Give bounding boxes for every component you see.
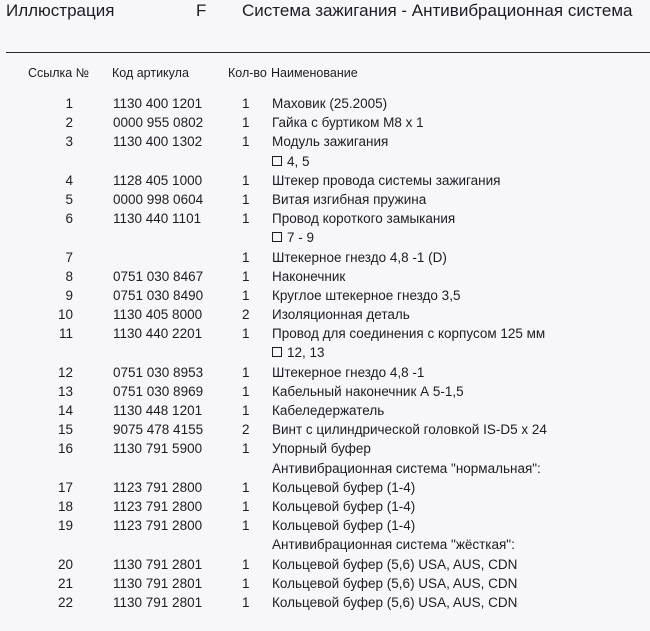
ref-cell: 8	[65, 268, 73, 284]
qty-cell: 1	[242, 326, 250, 342]
qty-cell: 2	[242, 307, 250, 323]
name-cell	[272, 401, 384, 420]
table-row	[0, 305, 650, 324]
name-text: Винт с цилиндрической головкой IS-D5 x 24	[272, 422, 547, 438]
code-cell: 0000 955 0802	[113, 115, 204, 131]
ref-cell: 6	[65, 211, 73, 227]
column-header-qty: Кол-во	[228, 66, 267, 80]
table-row	[0, 113, 650, 132]
name-text: Витая изгибная пружина	[272, 191, 427, 207]
table-row	[0, 401, 650, 420]
table-row	[0, 555, 650, 574]
code-cell: 1130 400 1201	[113, 96, 203, 111]
qty-cell: 1	[242, 575, 250, 591]
ref-cell: 3	[65, 134, 73, 150]
ref-cell: 14	[57, 403, 73, 418]
table-row	[0, 574, 650, 593]
ref-cell: 12	[57, 364, 73, 380]
name-text: Упорный буфер	[272, 441, 371, 457]
table-row	[0, 94, 650, 113]
name-text: Провод для соединения с корпусом 125 мм	[272, 326, 546, 342]
name-text: Кольцевой буфер (1-4)	[272, 518, 416, 534]
name-text: 7 - 9	[287, 230, 315, 246]
name-text: Кольцевой буфер (5,6) USA, AUS, CDN	[272, 575, 518, 591]
code-cell: 1123 791 2800	[113, 498, 203, 514]
ref-cell: 5	[65, 191, 73, 207]
code-cell: 0000 998 0604	[113, 191, 204, 207]
table-row	[0, 267, 650, 286]
name-cell	[272, 171, 500, 190]
table-row	[0, 363, 650, 382]
name-cell	[272, 132, 388, 151]
name-text: Круглое штекерное гнездо 3,5	[272, 287, 461, 303]
name-text: Антивибрационная система "нормальная":	[272, 460, 541, 476]
table-row	[0, 439, 650, 458]
ref-cell: 18	[57, 498, 73, 514]
name-text: Маховик (25.2005)	[272, 96, 388, 111]
table-row	[0, 593, 650, 612]
page-title: Система зажигания - Антивибрационная система	[242, 1, 633, 20]
code-cell: 1130 405 8000	[113, 307, 203, 323]
qty-cell: 1	[242, 172, 250, 188]
name-cell	[272, 382, 464, 401]
code-cell: 1130 791 2801	[113, 556, 203, 572]
qty-cell: 1	[242, 96, 250, 111]
code-cell: 1123 791 2800	[113, 479, 203, 495]
name-cell	[272, 305, 410, 324]
illustration-label: Иллюстрация	[6, 1, 115, 20]
name-cell	[272, 363, 424, 382]
table-row	[0, 478, 650, 497]
name-text: Наконечник	[272, 268, 346, 284]
table-row	[0, 535, 650, 554]
name-cell	[272, 228, 314, 247]
ref-cell: 19	[57, 518, 73, 534]
name-cell	[272, 439, 371, 458]
name-cell	[272, 535, 515, 554]
qty-cell: 1	[242, 518, 250, 534]
qty-cell: 1	[242, 249, 250, 265]
name-cell	[272, 113, 424, 132]
qty-cell: 1	[242, 268, 250, 284]
qty-cell: 1	[242, 134, 250, 150]
ref-cell: 21	[57, 575, 73, 591]
ref-cell: 15	[57, 422, 73, 438]
name-cell	[272, 209, 455, 228]
qty-cell: 1	[242, 556, 250, 572]
code-cell: 1130 791 5900	[113, 441, 203, 457]
qty-cell: 1	[242, 403, 250, 418]
name-cell	[272, 593, 517, 612]
qty-cell: 1	[242, 287, 250, 303]
name-text: Кабельный наконечник А 5-1,5	[272, 383, 464, 399]
table-row	[0, 324, 650, 343]
table-row	[0, 209, 650, 228]
code-cell: 1130 791 2801	[113, 575, 203, 591]
name-text: Изоляционная деталь	[272, 307, 410, 323]
ref-cell: 17	[57, 479, 73, 495]
table-row	[0, 382, 650, 401]
qty-cell: 1	[242, 383, 250, 399]
ref-cell: 22	[57, 594, 73, 610]
ref-cell: 4	[65, 172, 73, 188]
name-text: Кольцевой буфер (5,6) USA, AUS, CDN	[272, 556, 518, 572]
code-cell: 0751 030 8953	[113, 364, 204, 380]
qty-cell: 1	[242, 594, 250, 610]
code-cell: 9075 478 4155	[113, 422, 204, 438]
code-cell: 1130 791 2801	[113, 594, 203, 610]
code-cell: 0751 030 8467	[113, 268, 204, 284]
name-text: Гайка с буртиком M8 x 1	[272, 115, 424, 131]
name-cell	[272, 152, 310, 171]
ref-cell: 16	[57, 441, 73, 457]
qty-cell: 1	[242, 441, 250, 457]
name-text: Штекерное гнездо 4,8 -1	[272, 364, 425, 380]
table-row	[0, 190, 650, 209]
name-cell	[272, 267, 345, 286]
name-cell	[272, 286, 460, 305]
table-row	[0, 497, 650, 516]
name-cell	[272, 459, 541, 478]
name-text: Кольцевой буфер (1-4)	[272, 479, 416, 495]
column-header-ref: Ссылка №	[28, 66, 90, 80]
illustration-letter: F	[196, 1, 207, 20]
table-row	[0, 171, 650, 190]
name-text: Кабеледержатель	[272, 403, 385, 418]
header-divider	[6, 52, 650, 53]
code-cell: 1128 405 1000	[113, 172, 203, 188]
qty-cell: 1	[242, 211, 250, 227]
name-cell	[272, 324, 545, 343]
ref-cell: 11	[58, 326, 73, 342]
table-row	[0, 248, 650, 267]
qty-cell: 1	[242, 364, 250, 380]
name-cell	[272, 555, 517, 574]
ref-cell: 20	[57, 556, 73, 572]
table-row	[0, 343, 650, 362]
name-text: Антивибрационная система "жёсткая":	[272, 537, 515, 553]
name-text: Кольцевой буфер (1-4)	[272, 498, 416, 514]
ref-cell: 2	[65, 115, 73, 131]
code-cell: 1130 440 1101	[113, 211, 202, 227]
table-row	[0, 228, 650, 247]
name-text: 12, 13	[287, 345, 325, 361]
parts-table	[0, 94, 650, 612]
code-cell: 1130 448 1201	[113, 403, 203, 418]
qty-cell: 2	[242, 422, 250, 438]
name-cell	[272, 420, 547, 439]
name-text: 4, 5	[287, 153, 310, 169]
name-text: Провод короткого замыкания	[272, 211, 456, 227]
name-cell	[272, 94, 387, 113]
qty-cell: 1	[242, 479, 250, 495]
name-cell	[272, 516, 415, 535]
qty-cell: 1	[242, 498, 250, 514]
qty-cell: 1	[242, 115, 250, 131]
table-row	[0, 152, 650, 171]
name-cell	[272, 248, 447, 267]
ref-cell: 7	[65, 249, 73, 265]
code-cell: 1130 400 1302	[113, 134, 203, 150]
code-cell: 1123 791 2800	[113, 518, 203, 534]
name-cell	[272, 343, 325, 362]
ref-cell: 9	[65, 287, 73, 303]
name-cell	[272, 497, 415, 516]
name-cell	[272, 478, 415, 497]
name-text: Штекер провода системы зажигания	[272, 172, 501, 188]
ref-cell: 13	[57, 383, 73, 399]
reference-box-icon	[272, 347, 282, 357]
reference-box-icon	[272, 232, 282, 242]
table-row	[0, 516, 650, 535]
code-cell: 1130 440 2201	[113, 326, 203, 342]
ref-cell: 10	[57, 307, 73, 323]
code-cell: 0751 030 8969	[113, 383, 204, 399]
table-row	[0, 459, 650, 478]
table-row	[0, 132, 650, 151]
ref-cell: 1	[65, 96, 73, 111]
table-row	[0, 420, 650, 439]
column-header-code: Код артикула	[112, 66, 189, 80]
name-text: Кольцевой буфер (5,6) USA, AUS, CDN	[272, 594, 518, 610]
code-cell: 0751 030 8490	[113, 287, 204, 303]
column-header-name: Наименование	[271, 66, 358, 80]
name-cell	[272, 574, 517, 593]
name-text: Модуль зажигания	[272, 134, 389, 150]
reference-box-icon	[272, 156, 282, 166]
qty-cell: 1	[242, 191, 250, 207]
name-cell	[272, 190, 426, 209]
table-row	[0, 286, 650, 305]
name-text: Штекерное гнездо 4,8 -1 (D)	[272, 249, 447, 265]
